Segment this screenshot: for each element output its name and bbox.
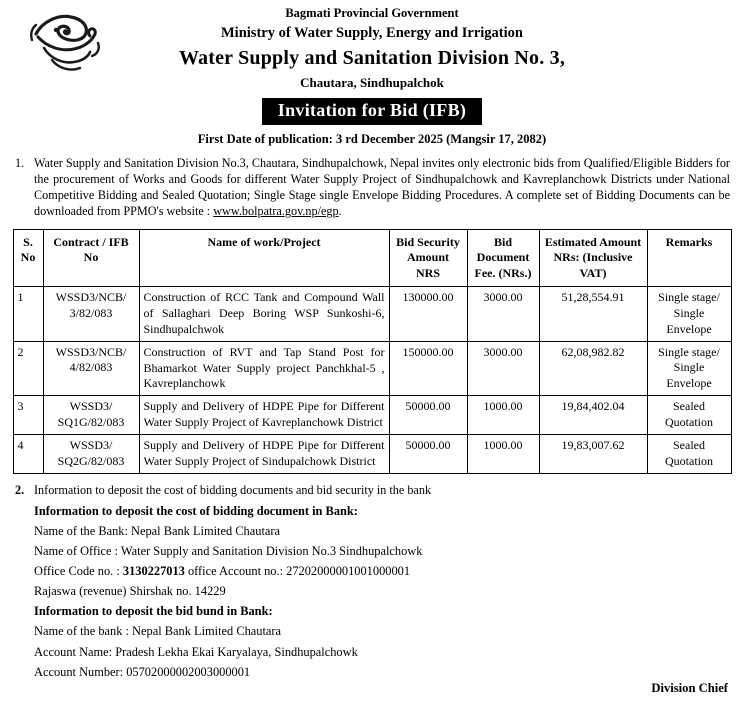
- cell-bid-security: 50000.00: [389, 396, 467, 435]
- cell-sn: 4: [13, 434, 43, 473]
- col-bid-fee: Bid Document Fee. (NRs.): [467, 229, 539, 287]
- cell-remarks: Sealed Quotation: [647, 396, 731, 435]
- cell-bid-fee: 3000.00: [467, 341, 539, 395]
- cell-bid-fee: 3000.00: [467, 287, 539, 341]
- cell-remarks: Single stage/ Single Envelope: [647, 287, 731, 341]
- cell-bid-security: 130000.00: [389, 287, 467, 341]
- bid-bond-account-name: Account Name: Pradesh Lekha Ekai Karyalaya, Sindhupalchowk: [34, 644, 358, 659]
- bid-bond-account-number: Account Number: 05702000002003000001: [34, 664, 251, 679]
- cell-bid-fee: 1000.00: [467, 434, 539, 473]
- bid-bond-bank-heading: Information to deposit the bid bund in Bank:: [34, 604, 273, 619]
- ppmo-website-link[interactable]: www.bolpatra.gov.np/egp: [213, 204, 339, 219]
- cell-work: Supply and Delivery of HDPE Pipe for Different Water Supply Project of Sindupalchowk District: [139, 434, 389, 473]
- col-bid-security: Bid Security Amount NRS: [389, 229, 467, 287]
- table-row: [13, 434, 731, 473]
- section2-title: Information to deposit the cost of bidding documents and bid security in the bank: [34, 482, 432, 497]
- intro-text-after: .: [338, 204, 342, 219]
- bidding-document-bank-name: Name of the Bank: Nepal Bank Limited Chautara: [34, 524, 281, 539]
- table-row: [13, 341, 731, 395]
- office-location: Chautara, Sindhupalchok: [300, 75, 444, 91]
- table-row: [13, 396, 731, 435]
- cell-contract: WSSD3/ SQ1G/82/083: [43, 396, 139, 435]
- intro-text: Water Supply and Sanitation Division No.3, Chautara, Sindhupalchowk, Nepal invites only electronic bids from Qualified/Eligible Bidders for the procurement of Works and Goods for different Water Supply Project of Sindhupalchowk and Kavreplanchowk Districts under National Competitive Bidding and Sealed Quotation; Single Stage single Envelope Bidding Procedures. A complete set of Bidding Documents can be downloaded from PPMO's website :: [34, 156, 730, 219]
- division-name: Water Supply and Sanitation Division No. 3,: [178, 47, 566, 70]
- nepal-emblem-icon: [26, 4, 104, 78]
- ministry-name: Ministry of Water Supply, Energy and Irrigation: [221, 24, 523, 41]
- cell-estimated-amount: 51,28,554.91: [539, 287, 647, 341]
- col-sn: S. No: [13, 229, 43, 287]
- bidding-document-office-code-line: [34, 561, 744, 581]
- office-code-label: Office Code no. :: [34, 564, 123, 579]
- bidding-document-bank-heading: Information to deposit the cost of bidding document in Bank:: [34, 503, 358, 518]
- cell-estimated-amount: 62,08,982.82: [539, 341, 647, 395]
- publication-date: First Date of publication: 3 rd December 2025 (Mangsir 17, 2082): [197, 132, 547, 147]
- cell-sn: 3: [13, 396, 43, 435]
- rajaswa-shirshak: Rajaswa (revenue) Shirshak no. 14229: [34, 584, 226, 599]
- cell-bid-fee: 1000.00: [467, 396, 539, 435]
- cell-remarks: Single stage/ Single Envelope: [647, 341, 731, 395]
- ifb-banner: Invitation for Bid (IFB): [262, 98, 482, 125]
- intro-paragraph: [12, 155, 730, 219]
- cell-work: Supply and Delivery of HDPE Pipe for Different Water Supply Project of Kavreplanchowk District: [139, 396, 389, 435]
- cell-sn: 2: [13, 341, 43, 395]
- cell-contract: WSSD3/NCB/ 3/82/083: [43, 287, 139, 341]
- bid-bond-bank-name: Name of the bank : Nepal Bank Limited Chautara: [34, 624, 282, 639]
- office-code-value: 3130227013: [122, 564, 185, 579]
- ifb-banner-container: [0, 98, 744, 125]
- cell-contract: WSSD3/ SQ2G/82/083: [43, 434, 139, 473]
- cell-contract: WSSD3/NCB/ 4/82/083: [43, 341, 139, 395]
- cell-bid-security: 50000.00: [389, 434, 467, 473]
- intro-number: 1.: [15, 156, 25, 171]
- bids-table: [13, 229, 732, 474]
- col-remarks: Remarks: [647, 229, 731, 287]
- cell-bid-security: 150000.00: [389, 341, 467, 395]
- cell-remarks: Sealed Quotation: [647, 434, 731, 473]
- cell-work: Construction of RVT and Tap Stand Post for Bhamarkot Water Supply project Panchkhal-5 , Kavreplanchowk: [139, 341, 389, 395]
- bank-details-block: [34, 501, 744, 682]
- cell-work: Construction of RCC Tank and Compound Wall of Sallaghari Deep Boring WSP Sunkoshi-6, Sindhupalchwok: [139, 287, 389, 341]
- table-row: [13, 287, 731, 341]
- bidding-document-office-name: Name of Office : Water Supply and Sanitation Division No.3 Sindhupalchowk: [34, 544, 423, 559]
- table-header-row: [13, 229, 731, 287]
- section2-number: 2.: [15, 482, 25, 497]
- cell-sn: 1: [13, 287, 43, 341]
- signature-division-chief: Division Chief: [651, 681, 728, 695]
- col-contract: Contract / IFB No: [43, 229, 139, 287]
- col-work: Name of work/Project: [139, 229, 389, 287]
- intro-body: [34, 155, 730, 219]
- cell-estimated-amount: 19,84,402.04: [539, 396, 647, 435]
- cell-estimated-amount: 19,83,007.62: [539, 434, 647, 473]
- government-name: Bagmati Provincial Government: [285, 6, 459, 20]
- office-account-number: office Account no.: 27202000001001000001: [184, 564, 411, 579]
- col-estimated-amount: Estimated Amount NRs: (Inclusive VAT): [539, 229, 647, 287]
- document-header: [0, 0, 744, 147]
- bank-info-heading-row: [12, 481, 730, 499]
